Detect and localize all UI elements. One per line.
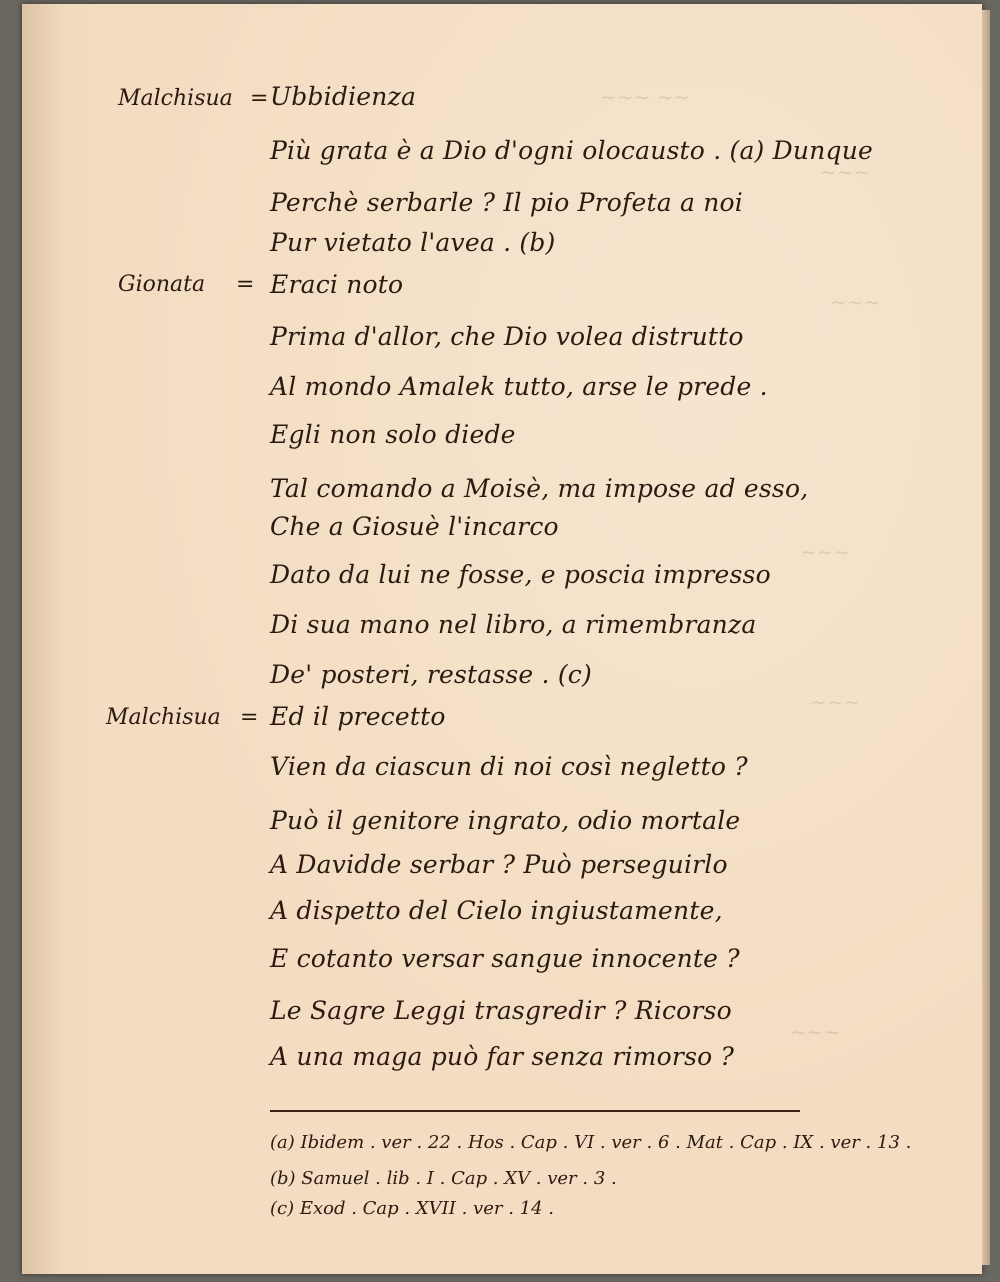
verse-line: Eraci noto <box>270 270 404 299</box>
verse-line: Prima d'allor, che Dio volea distrutto <box>270 322 744 351</box>
verse-line: Più grata è a Dio d'ogni olocausto . (a) Dunque <box>270 136 874 165</box>
bleed-through-mark: ∼∼∼ <box>830 290 881 314</box>
speaker-separator: = <box>240 705 259 730</box>
verse-line: A Davidde serbar ? Può perseguirlo <box>270 850 728 879</box>
speaker-malchisua: Malchisua <box>118 86 233 111</box>
verse-line: Può il genitore ingrato, odio mortale <box>270 806 741 835</box>
bleed-through-mark: ∼∼∼ <box>790 1020 841 1044</box>
verse-line: A dispetto del Cielo ingiustamente, <box>270 896 723 925</box>
bleed-through-mark: ∼∼∼ <box>810 690 861 714</box>
bleed-through-mark: ∼∼∼ <box>820 160 871 184</box>
verse-line: E cotanto versar sangue innocente ? <box>270 944 740 973</box>
verse-line: Tal comando a Moisè, ma impose ad esso, <box>270 474 809 503</box>
verse-line: Che a Giosuè l'incarco <box>270 512 559 541</box>
speaker-separator: = <box>250 86 269 111</box>
verse-line: Perchè serbarle ? Il pio Profeta a noi <box>270 188 743 217</box>
footnote: (b) Samuel . lib . I . Cap . XV . ver . 3 . <box>270 1168 617 1189</box>
bleed-through-mark: ∼∼∼ <box>800 540 851 564</box>
verse-line: A una maga può far senza rimorso ? <box>270 1042 735 1071</box>
footnote: (a) Ibidem . ver . 22 . Hos . Cap . VI . ver . 6 . Mat . Cap . IX . ver . 13 . <box>270 1132 912 1153</box>
verse-line: Vien da ciascun di noi così negletto ? <box>270 752 748 781</box>
verse-line: Ed il precetto <box>270 702 446 731</box>
verse-line: Al mondo Amalek tutto, arse le prede . <box>270 372 768 401</box>
verse-line: Egli non solo diede <box>270 420 516 449</box>
speaker-separator: = <box>236 272 255 297</box>
footnote-divider <box>270 1110 800 1112</box>
page-edge <box>982 10 990 1265</box>
verse-line: Dato da lui ne fosse, e poscia impresso <box>270 560 771 589</box>
verse-line: Pur vietato l'avea . (b) <box>270 228 556 257</box>
bleed-through-mark: ∼∼∼ ∼∼ <box>600 85 691 109</box>
verse-line: Ubbidienza <box>270 82 417 111</box>
footnote: (c) Exod . Cap . XVII . ver . 14 . <box>270 1198 554 1219</box>
speaker-malchisua: Malchisua <box>106 705 221 730</box>
verse-line: De' posteri, restasse . (c) <box>270 660 592 689</box>
verse-line: Di sua mano nel libro, a rimembranza <box>270 610 757 639</box>
speaker-gionata: Gionata <box>118 272 206 297</box>
verse-line: Le Sagre Leggi trasgredir ? Ricorso <box>270 996 732 1025</box>
